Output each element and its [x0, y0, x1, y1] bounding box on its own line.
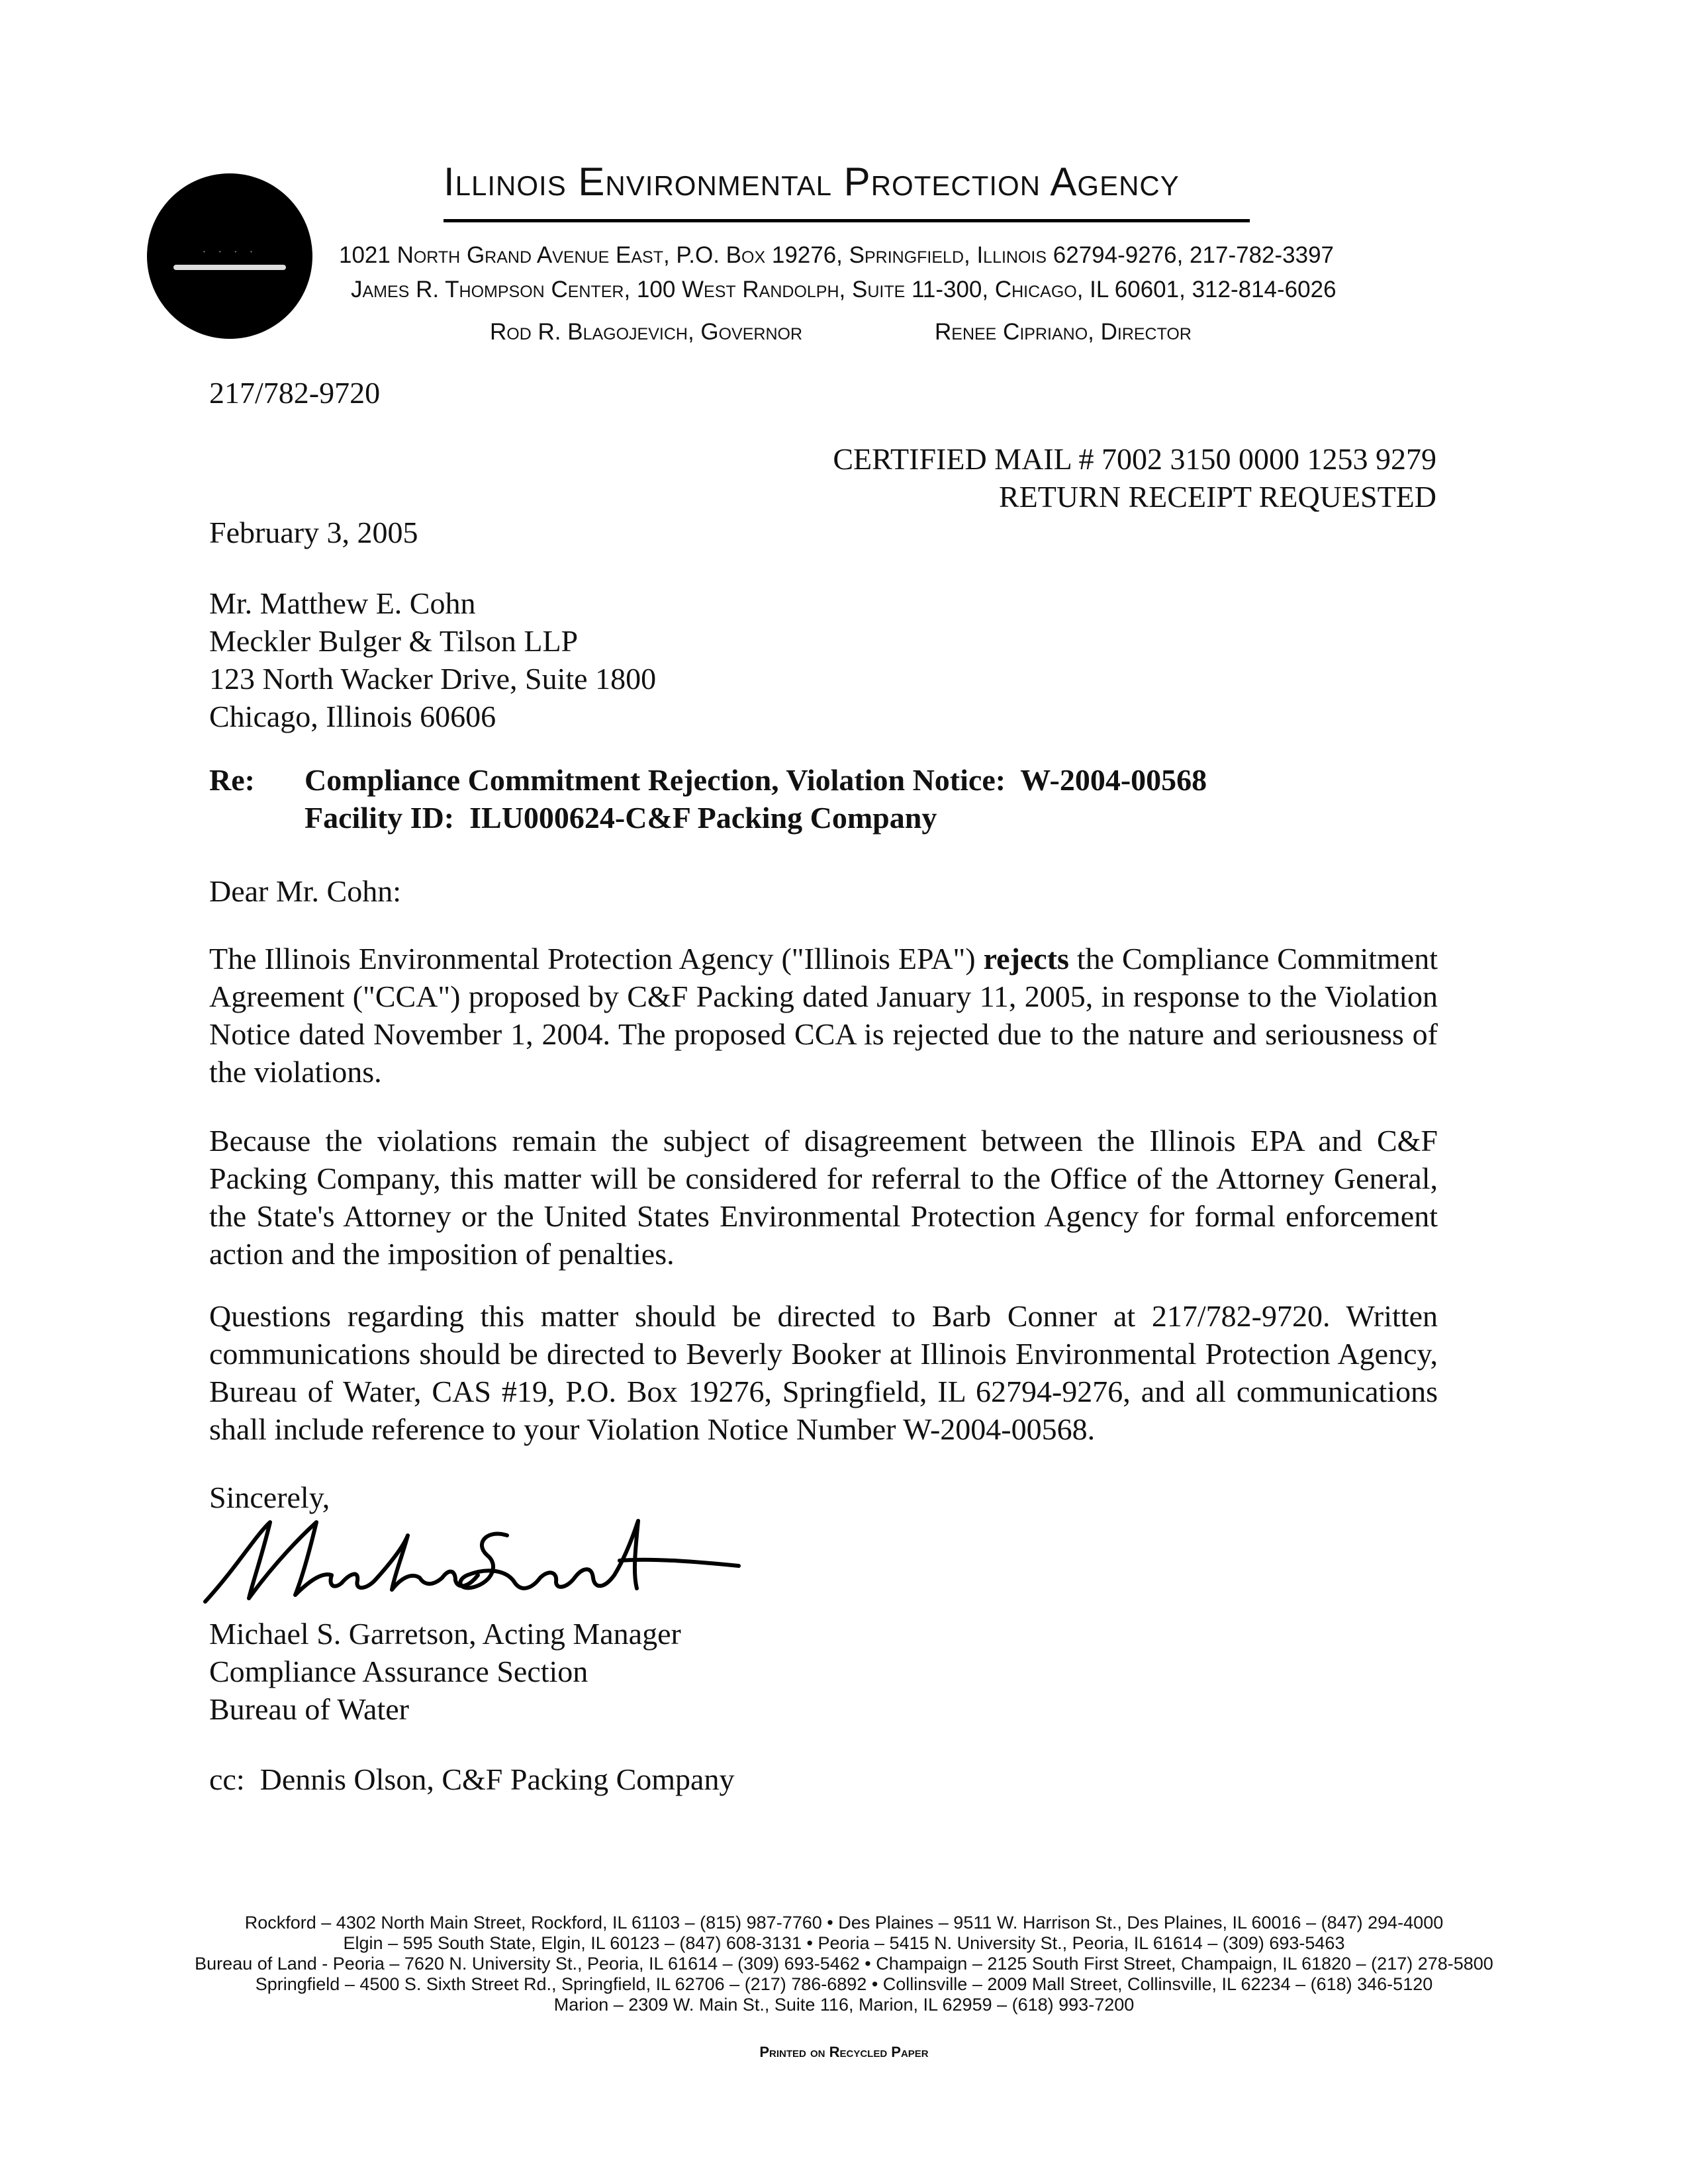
paragraph-contacts-text: Questions regarding this matter should be directed to Barb Conner at 217/782-9720. Written communications should be directed to Beverly Booker at Illinois Environmental Protection Agency, Bureau of Water, CAS #19, P.O. Box 19276, Springfield, IL 62794-9276, and all communications shall include reference to your Violation Notice Number W-2004-00568.	[209, 1299, 1438, 1446]
address-line-springfield: 1021 North Grand Avenue East, P.O. Box 19276, Springfield, Illinois 62794-9276, 217-782-3397	[339, 242, 1335, 268]
footer-line: Springfield – 4500 S. Sixth Street Rd., Springfield, IL 62706 – (217) 786-6892 • Collinsville – 2009 Mall Street, Collinsville, IL 62234 – (618) 346-5120	[255, 1974, 1433, 1994]
paragraph-contacts	[209, 1297, 1438, 1448]
closing: Sincerely,	[209, 1480, 330, 1514]
certified-mail-block	[801, 440, 1436, 516]
signer-name-title: Michael S. Garretson, Acting Manager	[209, 1617, 681, 1651]
addressee-block	[209, 584, 1136, 735]
return-receipt-requested: RETURN RECEIPT REQUESTED	[998, 480, 1436, 514]
certified-mail-number: CERTIFIED MAIL # 7002 3150 0000 1253 9279	[833, 442, 1436, 476]
cc-line: cc: Dennis Olson, C&F Packing Company	[209, 1762, 735, 1796]
footer-line: Rockford – 4302 North Main Street, Rockford, IL 61103 – (815) 987-7760 • Des Plaines – 9511 W. Harrison St., Des Plaines, IL 60016 – (847) 294-4000	[244, 1913, 1444, 1933]
paragraph-rejection-end: the Compliance Commitment Agreement ("CCA") proposed by C&F Packing dated January 11, 2005, in response to the Violation Notice dated November 1, 2004. The proposed CCA is rejected due to the nature and seriousness of the violations.	[209, 942, 1438, 1089]
subject-line: Compliance Commitment Rejection, Violation Notice: W-2004-00568	[305, 763, 1207, 797]
footer-line: Elgin – 595 South State, Elgin, IL 60123 – (847) 608-3131 • Peoria – 5415 N. University St., Peoria, IL 61614 – (309) 693-5463	[343, 1933, 1345, 1953]
paragraph-rejection	[209, 940, 1438, 1091]
address-line-chicago: James R. Thompson Center, 100 West Randolph, Suite 11-300, Chicago, IL 60601, 312-814-6026	[351, 277, 1336, 302]
paragraph-rejection-start: The Illinois Environmental Protection Agency ("Illinois EPA")	[209, 942, 984, 976]
contact-phone: 217/782-9720	[209, 376, 381, 410]
signer-bureau: Bureau of Water	[209, 1692, 409, 1726]
addressee-street: 123 North Wacker Drive, Suite 1800	[209, 662, 657, 696]
director-name: Renee Cipriano, Director	[935, 319, 1192, 345]
signer-block	[209, 1615, 1004, 1728]
paragraph-referral	[209, 1122, 1438, 1273]
agency-name: Illinois Environmental Protection Agency	[444, 159, 1180, 204]
agency-seal-logo: · · · ·	[147, 173, 312, 339]
addressee-firm: Meckler Bulger & Tilson LLP	[209, 624, 579, 658]
addressee-city: Chicago, Illinois 60606	[209, 700, 496, 733]
governor-name: Rod R. Blagojevich, Governor	[490, 319, 803, 345]
subject-block	[305, 761, 1430, 837]
letter-date: February 3, 2005	[209, 516, 418, 549]
printed-on-recycled-paper: Printed on Recycled Paper	[759, 2044, 929, 2060]
addressee-name: Mr. Matthew E. Cohn	[209, 586, 476, 620]
handwritten-signature	[196, 1509, 745, 1608]
letterhead-rule	[444, 219, 1250, 222]
footer-line: Marion – 2309 W. Main St., Suite 116, Marion, IL 62959 – (618) 993-7200	[553, 1995, 1135, 2015]
signer-section: Compliance Assurance Section	[209, 1655, 588, 1688]
rejects-emphasis: rejects	[983, 942, 1069, 976]
salutation: Dear Mr. Cohn:	[209, 874, 402, 908]
facility-id-line: Facility ID: ILU000624-C&F Packing Company	[305, 801, 937, 835]
regional-offices-footer	[79, 1913, 1609, 2015]
footer-line: Bureau of Land - Peoria – 7620 N. University St., Peoria, IL 61614 – (309) 693-5462 • Champaign – 2125 South First Street, Champaign, IL 61820 – (217) 278-5800	[195, 1954, 1493, 1974]
re-label: Re:	[209, 763, 255, 797]
paragraph-referral-text: Because the violations remain the subject of disagreement between the Illinois EPA and C&F Packing Company, this matter will be considered for referral to the Office of the Attorney General, the State's Attorney or the United States Environmental Protection Agency for formal enforcement action and the imposition of penalties.	[209, 1124, 1438, 1271]
